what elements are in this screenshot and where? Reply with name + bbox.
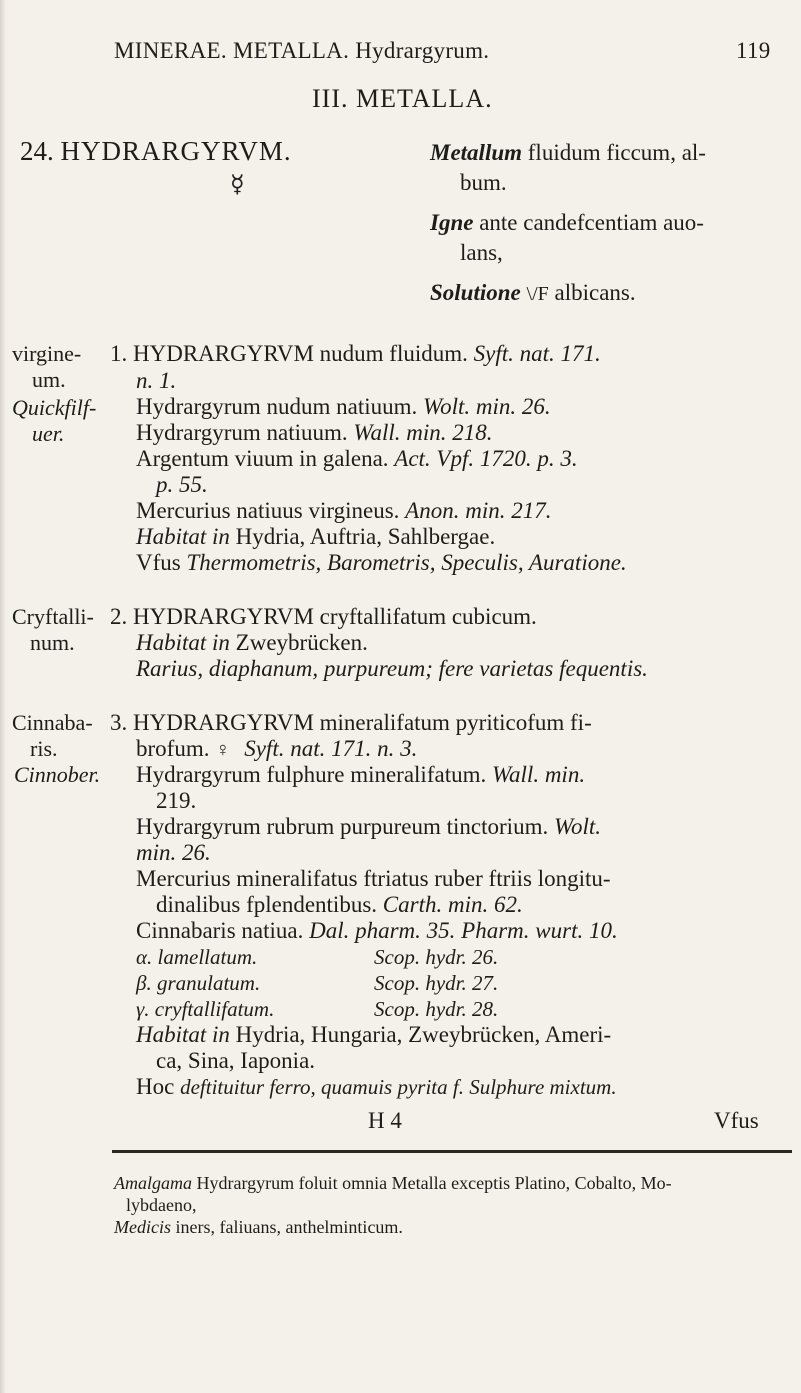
citation: min. 26. [136,840,211,865]
entry-desc-3 [430,280,636,307]
citation: Wolt. min. 26. [423,394,551,419]
habitat-label: Habitat in [136,524,236,549]
species-3-line: Mercurius mineralifatus ftriatus ruber ftriis longitu- [136,866,611,891]
margin-2-line: num. [30,630,75,655]
variety-alpha: α. lamellatum. [136,945,258,969]
habitat-places: Hydria, Auftria, Sahlbergae. [235,524,496,549]
species-1-line [136,420,492,446]
citation: p. 55. [156,472,208,497]
footnote-line [114,1172,672,1194]
citation: Anon. min. 217. [405,498,552,523]
habitat-places-cont: ca, Sina, Iaponia. [156,1048,316,1073]
desc-3-text: albicans. [554,280,636,305]
mercury-symbol-icon: ☿ [230,172,245,198]
desc-2-cont: lans, [460,240,503,265]
citation: Scop. hydr. 26. [374,945,499,969]
citation: Syft. nat. 171. n. 3. [244,736,418,761]
species-3-line [156,892,523,918]
synonym: Argentum viuum in galena. [136,446,395,471]
habitat-line [136,1022,611,1048]
habitat-label: Habitat in [136,630,236,655]
synonym: Mercurius natiuus virgineus. [136,498,406,523]
use-label: Vfus [136,550,187,575]
footnote-label: Amalgama [114,1173,192,1193]
note-lead: Hoc [136,1074,181,1099]
margin-1-line: uer. [32,421,65,446]
margin-1-line: um. [32,367,66,392]
species-3-line [136,736,417,763]
signature-mark: H 4 [368,1108,402,1133]
margin-note-3 [12,710,100,788]
margin-1-line: Quickfilf- [12,395,97,420]
catchword: Vfus [714,1108,759,1133]
footnote-text: iners, faliuans, anthelminticum. [175,1217,403,1237]
species-3-name: 3. HYDRARGYRVM mineralifatum pyriticofum fi- [110,710,592,735]
margin-note-2 [12,604,94,656]
synonym: Cinnabaris natiua. [136,918,310,943]
citation: Syft. nat. 171. [473,341,601,366]
citation: Dal. pharm. 35. Pharm. wurt. 10. [309,918,618,943]
use-text: Thermometris, Barometris, Speculis, Auratione. [186,550,627,575]
citation: Wall. min. [491,762,586,787]
margin-3-line: ris. [30,736,58,761]
desc-2-text: ante candefcentiam auo- [479,210,704,235]
desc-1-label: Metallum [430,140,523,165]
desc-1-cont: bum. [460,170,507,195]
footnote-line [114,1216,403,1238]
species-3-line [136,918,618,944]
habitat-places: Hydria, Hungaria, Zweybrücken, Ameri- [235,1022,612,1047]
citation: Carth. min. 62. [382,892,523,917]
footnote-rule [112,1150,792,1153]
entry-name: HYDRARGYRVM. [60,136,292,166]
variety-beta: β. granulatum. [136,971,261,995]
section-title: III. METALLA. [312,84,493,113]
synonym: Hydrargyrum rubrum purpureum tinctorium. [136,814,554,839]
margin-note-1 [12,341,96,447]
margin-3-line: Cinnober. [14,762,101,787]
species-2-note: Rarius, diaphanum, purpureum; fere varietas fequentis. [136,656,648,681]
entry-desc-2 [430,210,704,236]
entry-number [20,136,292,167]
citation: 219. [156,788,197,813]
species-3-line [136,814,601,840]
citation: Scop. hydr. 27. [374,971,499,995]
entry-number-text: 24. [20,136,54,166]
habitat-line [136,630,368,656]
species-1-line [136,394,551,420]
synonym: Hydrargyrum nudum natiuum. [136,394,424,419]
citation: Wall. min. 218. [353,420,493,445]
synonym: Hydrargyrum natiuum. [136,420,354,445]
species-2-name: 2. HYDRARGYRVM cryftallifatum cubicum. [110,604,537,629]
desc-2-label: Igne [430,210,474,235]
habitat-line [136,524,495,550]
running-head: MINERAE. METALLA. Hydrargyrum. [114,38,490,63]
synonym: dinalibus fplendentibus. [156,892,383,917]
species-1-line [110,341,601,367]
page-number: 119 [736,38,771,63]
species-1-line [136,498,551,524]
citation: Scop. hydr. 28. [374,997,499,1021]
sulphur-symbol-icon: ♀ [215,739,231,761]
species-1-name: 1. HYDRARGYRVM nudum fluidum. [110,341,474,366]
margin-1-line: virgine- [12,341,82,366]
variety-gamma: γ. cryftallifatum. [136,997,275,1021]
margin-2-line: Cryftalli- [12,604,94,629]
desc-1-text: fluidum ficcum, al- [527,140,706,165]
note-text: deftituitur ferro, quamuis pyrita f. Sulphure mixtum. [180,1075,617,1099]
footnote-label: Medicis [114,1217,171,1237]
species-3-text: brofum. [136,736,216,761]
synonym: Hydrargyrum fulphure mineralifatum. [136,762,492,787]
page-edge-shadow [0,0,6,1393]
margin-3-line: Cinnaba- [12,710,93,735]
solution-symbol-icon: \/F [526,283,549,305]
species-3-note [136,1074,617,1100]
footnote-line-cont: lybdaeno, [126,1195,197,1215]
use-line [136,550,627,576]
habitat-places: Zweybrücken. [235,630,368,655]
habitat-label: Habitat in [136,1022,236,1047]
citation: Act. Vpf. 1720. p. 3. [394,446,578,471]
desc-3-label: Solutione [430,280,521,305]
footnote-text: Hydrargyrum foluit omnia Metalla exceptis Platino, Cobalto, Mo- [196,1173,672,1193]
entry-desc-1 [430,140,706,166]
citation: n. 1. [136,368,177,393]
species-3-line [136,762,585,788]
citation: Wolt. [553,814,602,839]
species-1-line [136,446,578,472]
